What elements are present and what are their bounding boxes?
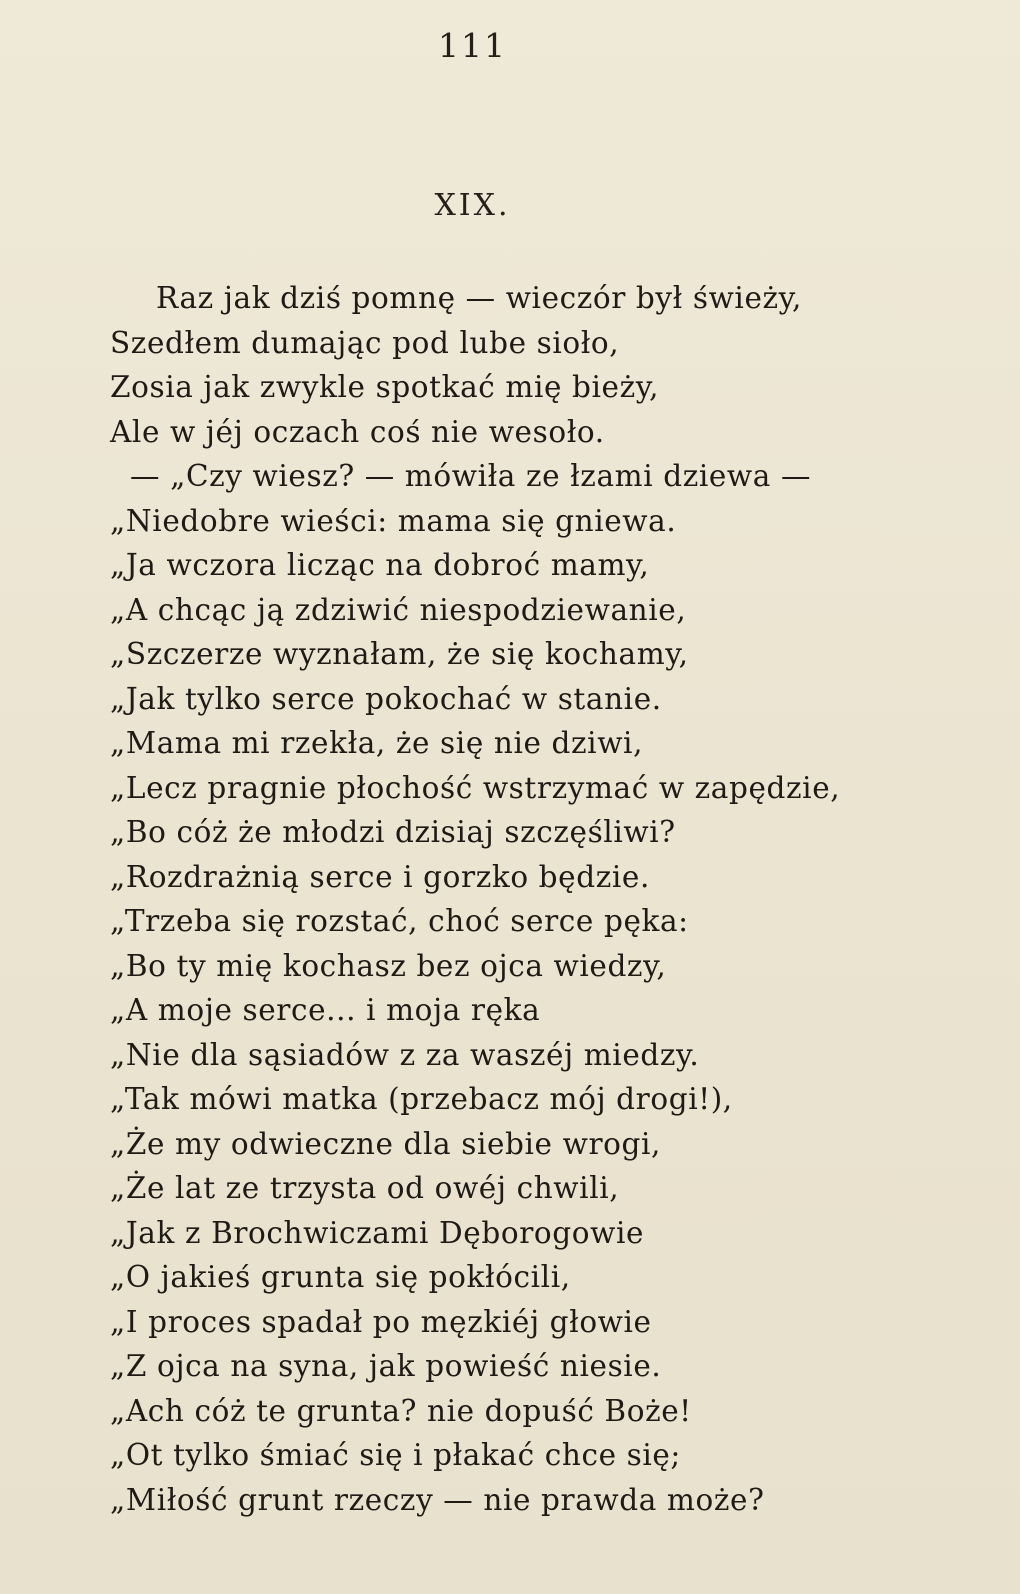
poem-line: „Lecz pragnie płochość wstrzymać w zapędzie, — [110, 770, 841, 805]
poem-line: „Miłość grunt rzeczy — nie prawda może? — [110, 1482, 765, 1517]
poem-line: „Że lat ze trzysta od owéj chwili, — [110, 1171, 620, 1205]
poem-text — [110, 276, 990, 1522]
poem-line: „Ja wczora licząc na dobroć mamy, — [110, 548, 650, 582]
poem-line: „A moje serce... i moja ręka — [110, 993, 541, 1027]
poem-line: Zosia jak zwykle spotkać mię bieży, — [110, 370, 660, 404]
poem-line: „Ot tylko śmiać się i płakać chce się; — [110, 1438, 681, 1472]
poem-line: „Jak z Brochwiczami Dęborogowie — [110, 1215, 645, 1250]
poem-line: „Szczerze wyznałam, że się kochamy, — [110, 637, 689, 671]
poem-line: „Bo ty mię kochasz bez ojca wiedzy, — [110, 948, 667, 983]
poem-line: „Rozdrażnią serce i gorzko będzie. — [110, 859, 650, 894]
poem-line: „O jakieś grunta się pokłócili, — [110, 1260, 571, 1294]
chapter-title: XIX. — [434, 188, 511, 223]
poem-line: Raz jak dziś pomnę — wieczór był świeży, — [156, 281, 802, 315]
poem-line: „I proces spadał po męzkiéj głowie — [110, 1304, 652, 1339]
poem-line: „Tak mówi matka (przebacz mój drogi!), — [110, 1082, 733, 1116]
poem-line: „Jak tylko serce pokochać w stanie. — [110, 681, 662, 716]
poem-line: „Trzeba się rozstać, choć serce pęka: — [110, 904, 689, 938]
poem-line: „Z ojca na syna, jak powieść niesie. — [110, 1349, 662, 1383]
poem-line: „Ach cóż te grunta? nie dopuść Boże! — [110, 1393, 692, 1428]
poem-line: „A chcąc ją zdziwić niespodziewanie, — [110, 592, 687, 627]
poem-line: „Że my odwieczne dla siebie wrogi, — [110, 1126, 661, 1161]
poem-line: „Niedobre wieści: mama się gniewa. — [110, 503, 677, 538]
poem-line: „Mama mi rzekła, że się nie dziwi, — [110, 726, 644, 760]
poem-line: — „Czy wiesz? — mówiła ze łzami dziewa — — [130, 459, 812, 493]
poem-line: Ale w jéj oczach coś nie wesoło. — [110, 414, 605, 449]
poem-line: „Nie dla sąsiadów z za waszéj miedzy. — [110, 1037, 700, 1072]
poem-line: „Bo cóż że młodzi dzisiaj szczęśliwi? — [110, 815, 676, 849]
page-number: 111 — [438, 26, 507, 65]
poem-line: Szedłem dumając pod lube sioło, — [110, 325, 620, 360]
